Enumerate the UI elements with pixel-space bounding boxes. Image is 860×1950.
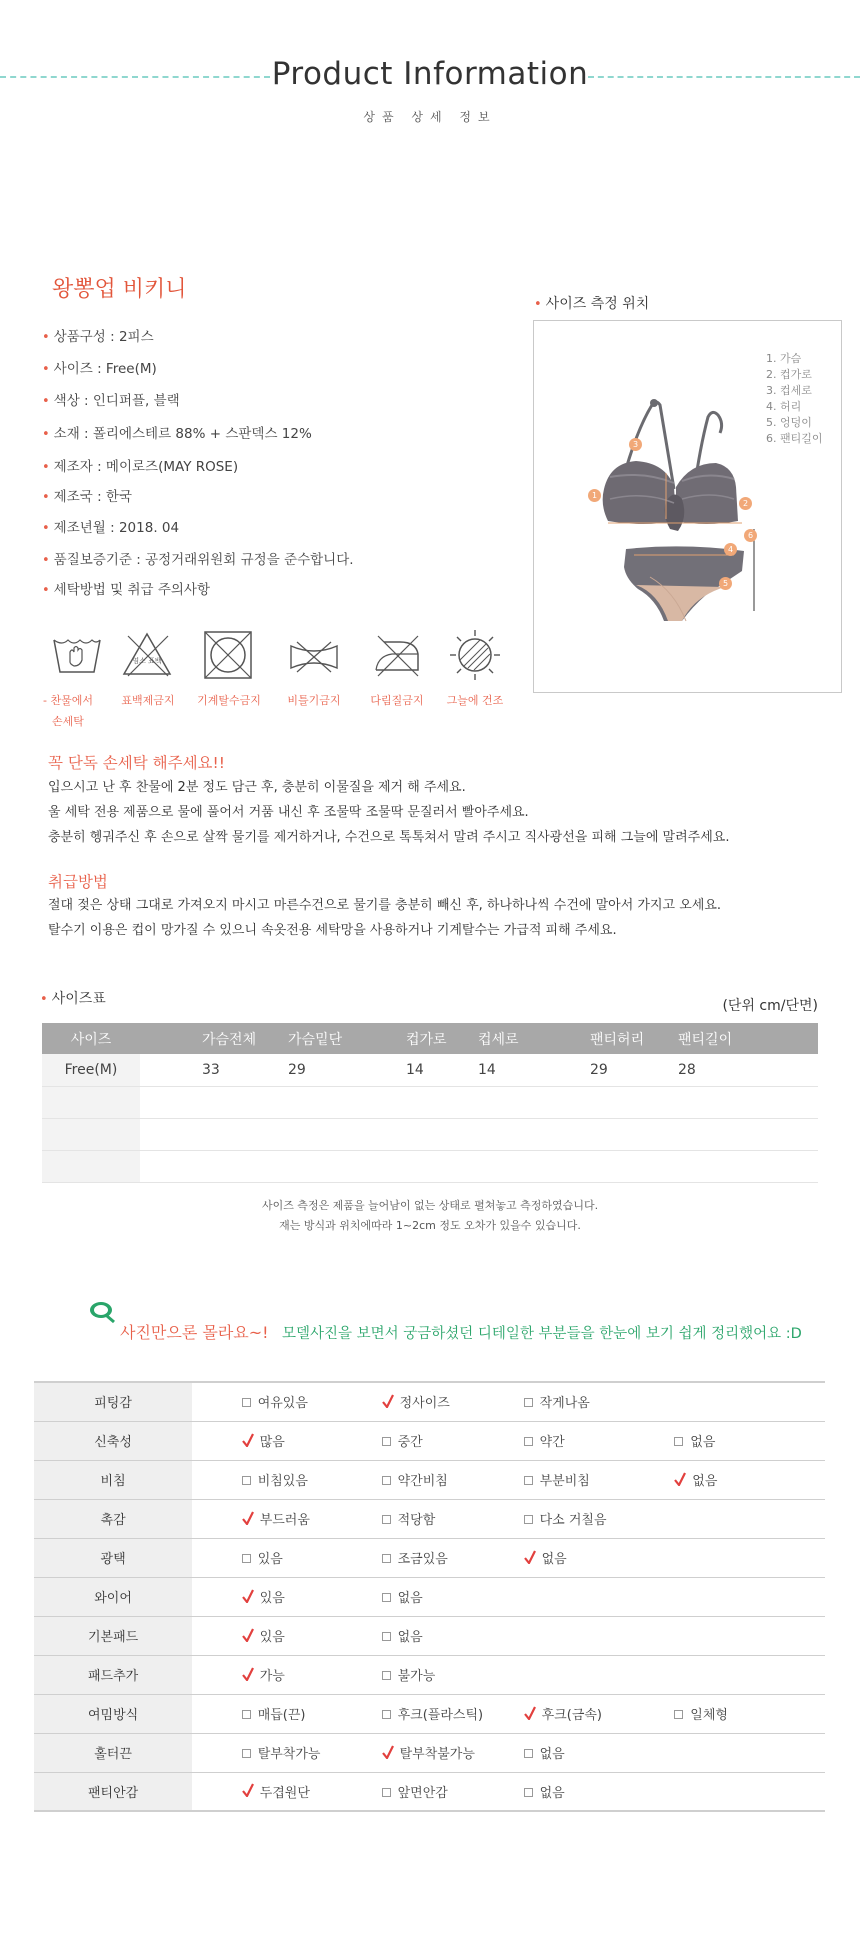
size-cell [202,1086,288,1118]
measure-marker: 1 [588,489,601,502]
checkbox-icon [524,1788,533,1797]
detail-option [382,1538,524,1577]
size-cell [678,1150,818,1182]
size-header-cell: 가슴밑단 [288,1023,406,1054]
checkbox-icon [674,1437,683,1446]
care-label-hand-wash: - 찬물에서 손세탁 [43,694,93,728]
size-cell [42,1086,140,1118]
checkbox-icon [382,1515,391,1524]
detail-option-label: 부드러움 [259,1513,310,1528]
detail-table [34,1381,825,1812]
detail-option-label: 일체형 [690,1708,728,1723]
detail-option-label: 있음 [259,1591,285,1606]
detail-option [242,1499,382,1538]
size-table-row [42,1054,818,1086]
no-wring-icon [287,628,341,682]
checkbox-icon [382,1437,391,1446]
care-label-shade-dry: 그늘에 건조 [446,694,504,707]
care-label-no-machine-dry: 기계탈수금지 [197,694,261,707]
spec-item [42,485,132,505]
detail-option-label: 매듭(끈) [257,1708,306,1723]
detail-option [242,1577,382,1616]
bullet-icon: • [42,490,50,505]
care-label-no-bleach: 표백제금지 [121,694,175,707]
checkmark-icon [524,1550,536,1564]
detail-option-label: 있음 [259,1630,285,1645]
size-cell: Free(M) [42,1054,140,1086]
detail-option [242,1655,382,1694]
detail-option-label: 없음 [690,1435,716,1450]
bleach-label: 염소 표백 [132,657,162,665]
spec-item [42,516,179,536]
size-cell [202,1150,288,1182]
detail-label: 기본패드 [34,1616,192,1655]
size-cell [406,1118,478,1150]
detail-row [34,1499,825,1538]
size-table-header [42,1023,818,1054]
spec-item [42,422,312,442]
spec-item [42,548,354,568]
detail-option-label: 후크(금속) [541,1708,603,1723]
bullet-icon: • [42,427,50,442]
spec-item [42,578,210,598]
care-label-no-wring: 비틀기금지 [287,694,341,707]
detail-option [382,1499,524,1538]
wash-title: 꼭 단독 손세탁 해주세요!! [48,754,225,772]
page-subtitle: 상품 상세 정보 [363,110,497,124]
size-cell [478,1086,590,1118]
size-cell [678,1086,818,1118]
handling-title: 취급방법 [48,873,108,891]
checkbox-icon [382,1788,391,1797]
detail-row [34,1460,825,1499]
detail-option [382,1577,524,1616]
measure-title: • 사이즈 측정 위치 [534,296,650,312]
detail-option-label: 없음 [397,1591,423,1606]
product-name: 왕뽕업 비키니 [52,277,187,302]
detail-option-label: 두겹원단 [259,1785,310,1801]
size-header-cell: 컵가로 [406,1023,478,1054]
detail-option [382,1421,524,1460]
size-cell: 14 [406,1054,478,1086]
checkbox-icon [242,1476,251,1485]
size-table-row [42,1086,818,1118]
spec-text: 세탁방법 및 취급 주의사항 [53,582,210,598]
size-header-cell: 팬티허리 [590,1023,678,1054]
detail-option [524,1499,675,1538]
detail-option [382,1733,524,1772]
page-title: Product Information [271,56,589,92]
size-header-cell: 팬티길이 [678,1023,818,1054]
detail-option [242,1460,382,1499]
spec-item [42,357,157,377]
size-table-row [42,1150,818,1182]
care-label-no-iron: 다림질금지 [370,694,424,707]
measure-marker: 5 [719,577,732,590]
checkbox-icon [524,1437,533,1446]
detail-option-label: 없음 [539,1747,565,1762]
checkbox-icon [382,1476,391,1485]
detail-option [382,1772,524,1811]
no-machine-dry-icon [201,628,255,682]
measure-legend: 1. 가슴 2. 컵가로 3. 컵세로 4. 허리 5. 엉덩이 6. 팬티길이 [766,352,823,445]
checkbox-icon [524,1476,533,1485]
wash-instructions: 입으시고 난 후 찬물에 2분 정도 담근 후, 충분히 이물질을 제거 해 주세요. 울 세탁 전용 제품으로 물에 풀어서 거품 내신 후 조물딱 조물딱 문질러서 빨아주세요. 충분히 헹궈주신 후 손으로 살짝 물기를 제거하거나, 수건으로 톡톡쳐서 말려 주시고 직사광선을 피해 그늘에 말려주세요. [48,780,730,845]
magnifier-icon [88,1300,118,1324]
detail-label: 와이어 [34,1577,192,1616]
detail-option [524,1460,675,1499]
checkbox-icon [382,1671,391,1680]
detail-label: 팬티안감 [34,1772,192,1811]
size-cell [288,1150,406,1182]
detail-option [524,1694,675,1733]
detail-option-label: 정사이즈 [399,1396,450,1412]
checkmark-icon [242,1511,254,1525]
detail-option-label: 후크(플라스틱) [397,1708,484,1723]
detail-option [242,1733,382,1772]
measure-marker: 4 [724,543,737,556]
detail-option [524,1538,675,1577]
checkbox-icon [382,1710,391,1719]
spec-text: 제조자 : 메이로즈(MAY ROSE) [53,459,239,475]
detail-option [242,1616,382,1655]
detail-row [34,1538,825,1577]
detail-option [674,1694,825,1733]
spec-text: 사이즈 : Free(M) [53,361,157,377]
detail-row [34,1694,825,1733]
detail-row [34,1616,825,1655]
size-cell [42,1118,140,1150]
bullet-icon: • [42,583,50,598]
size-header-cell: 컵세로 [478,1023,590,1054]
detail-option [382,1460,524,1499]
detail-option-label: 탈부착불가능 [399,1747,475,1762]
detail-option-label: 가능 [259,1669,285,1684]
spec-text: 소재 : 폴리에스테르 88% + 스판덱스 12% [53,426,312,442]
detail-row [34,1421,825,1460]
detail-option-label: 작게나옴 [539,1396,590,1412]
checkmark-icon [524,1706,536,1720]
checkbox-icon [382,1554,391,1563]
bullet-icon: • [42,553,50,568]
detail-option-label: 적당함 [397,1513,436,1528]
detail-subheading: 모델사진을 보면서 궁금하셨던 디테일한 부분들을 한눈에 보기 쉽게 정리했어요 :D [282,1326,802,1342]
detail-option [524,1733,675,1772]
detail-option-label: 있음 [257,1552,283,1567]
detail-option [242,1694,382,1733]
checkbox-icon [524,1515,533,1524]
size-unit: (단위 cm/단면) [722,998,818,1014]
spec-text: 색상 : 인디퍼플, 블랙 [53,393,180,409]
detail-option-label: 없음 [397,1630,423,1645]
detail-option [382,1616,524,1655]
checkmark-icon [242,1667,254,1681]
checkmark-icon [382,1394,394,1408]
no-bleach-icon [120,628,174,682]
spec-item [42,455,238,475]
size-cell [406,1086,478,1118]
detail-option [674,1421,825,1460]
detail-label: 신축성 [34,1421,192,1460]
detail-option [524,1772,675,1811]
detail-option-label: 탈부착가능 [257,1747,321,1762]
size-cell: 29 [590,1054,678,1086]
checkbox-icon [382,1632,391,1641]
detail-heading: 사진만으론 몰라요~! [120,1323,269,1342]
spec-text: 제조국 : 한국 [53,489,133,505]
size-table-row [42,1118,818,1150]
size-cell: 29 [288,1054,406,1086]
detail-option [242,1382,382,1421]
size-cell [590,1118,678,1150]
detail-row [34,1382,825,1421]
bullet-icon: • [42,362,50,377]
measure-box [533,320,842,693]
detail-label: 패드추가 [34,1655,192,1694]
detail-label: 촉감 [34,1499,192,1538]
checkbox-icon [382,1593,391,1602]
size-table-title: • 사이즈표 [40,991,106,1007]
checkmark-icon [242,1783,254,1797]
size-header-cell: 사이즈 [42,1023,140,1054]
detail-option-label: 여유있음 [257,1396,308,1412]
detail-row [34,1772,825,1811]
size-cell [406,1150,478,1182]
size-cell [590,1150,678,1182]
detail-label: 피팅감 [34,1382,192,1421]
detail-row [34,1733,825,1772]
detail-option-label: 없음 [692,1474,718,1489]
checkbox-icon [242,1749,251,1758]
bullet-icon: • [42,330,50,345]
detail-option [382,1694,524,1733]
spec-item [42,325,154,345]
spec-item [42,389,180,409]
detail-option [382,1382,524,1421]
detail-option-label: 조금있음 [397,1552,448,1567]
hand-wash-icon [50,628,104,682]
no-iron-icon [370,628,424,682]
measure-marker: 6 [744,529,757,542]
detail-option-label: 비침있음 [257,1474,308,1489]
size-cell [590,1086,678,1118]
bullet-icon: • [42,460,50,475]
shade-dry-icon [448,628,502,682]
checkmark-icon [242,1628,254,1642]
detail-option-label: 많음 [259,1435,285,1450]
handling-instructions: 절대 젖은 상태 그대로 가져오지 마시고 마른수건으로 물기를 충분히 빼신 후, 하나하나씩 수건에 말아서 가지고 오세요. 탈수기 이용은 컵이 망가질 수 있으니 속옷전용 세탁망을 사용하거나 기계탈수는 가급적 피해 주세요. [48,898,722,938]
size-cell [288,1118,406,1150]
detail-option-label: 다소 거칠음 [539,1513,607,1528]
checkbox-icon [524,1749,533,1758]
detail-option [242,1772,382,1811]
spec-text: 상품구성 : 2피스 [53,329,154,345]
checkmark-icon [242,1589,254,1603]
detail-option-label: 앞면안감 [397,1785,448,1801]
detail-label: 광택 [34,1538,192,1577]
detail-option [242,1421,382,1460]
detail-option [524,1382,675,1421]
bullet-icon: • [42,521,50,536]
size-header-cell: 가슴전체 [202,1023,288,1054]
detail-label: 홀터끈 [34,1733,192,1772]
detail-label: 비침 [34,1460,192,1499]
size-cell: 14 [478,1054,590,1086]
detail-option [382,1655,524,1694]
checkbox-icon [674,1710,683,1719]
spec-text: 품질보증기준 : 공정거래위원회 규정을 준수합니다. [53,552,354,568]
detail-option [242,1538,382,1577]
size-cell: 28 [678,1054,818,1086]
checkmark-icon [674,1472,686,1486]
detail-option [674,1460,825,1499]
size-cell [478,1118,590,1150]
checkmark-icon [242,1433,254,1447]
checkbox-icon [524,1398,533,1407]
size-cell [42,1150,140,1182]
detail-option-label: 약간비침 [397,1474,448,1489]
detail-option-label: 약간 [539,1435,565,1450]
size-note-2: 재는 방식과 위치에따라 1~2cm 정도 오차가 있을수 있습니다. [279,1219,581,1232]
checkbox-icon [242,1554,251,1563]
detail-label: 여밈방식 [34,1694,192,1733]
spec-text: 제조년월 : 2018. 04 [53,520,180,536]
size-note-1: 사이즈 측정은 제품을 늘어남이 없는 상태로 펼쳐놓고 측정하였습니다. [261,1199,599,1212]
detail-option-label: 부분비침 [539,1474,590,1489]
bullet-icon: • [42,394,50,409]
measure-marker: 3 [629,438,642,451]
size-table [42,1023,818,1183]
checkmark-icon [382,1745,394,1759]
size-cell [288,1086,406,1118]
size-cell: 33 [202,1054,288,1086]
size-cell [678,1118,818,1150]
checkbox-icon [242,1710,251,1719]
detail-option-label: 불가능 [397,1669,436,1684]
detail-option-label: 없음 [541,1552,567,1567]
detail-option-label: 중간 [397,1435,423,1450]
checkbox-icon [242,1398,251,1407]
detail-option-label: 없음 [539,1785,565,1801]
detail-row [34,1655,825,1694]
detail-option [524,1421,675,1460]
size-cell [478,1150,590,1182]
detail-row [34,1577,825,1616]
measure-marker: 2 [739,497,752,510]
size-cell [202,1118,288,1150]
